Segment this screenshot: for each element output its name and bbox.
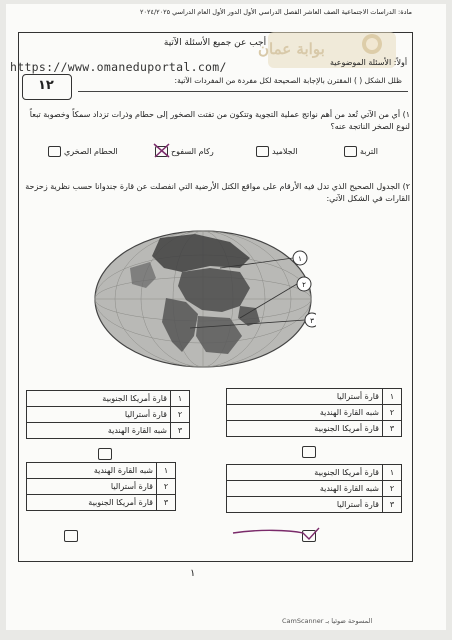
page-title: أجب عن جميع الأسئلة الآتية — [163, 38, 267, 48]
world-map-pangaea — [90, 228, 316, 370]
section-heading: أولاً: الأسئلة الموضوعية — [330, 58, 408, 67]
check-mark-icon — [229, 527, 321, 545]
table-row: ٢ قارة أستراليا — [27, 479, 176, 495]
q1-option-2-checkbox[interactable] — [256, 146, 269, 157]
page-number: ١ — [190, 568, 196, 579]
q1-option-2-label: الجلاميد — [272, 147, 298, 156]
instruction-text: ظلل الشكل ( ) المقترن بالإجابة الصحيحة لكل مفردة من المفردات الآتية: — [78, 76, 408, 92]
q1-option-3-checkbox[interactable] — [155, 146, 168, 157]
answer-table-a — [26, 390, 190, 439]
q1-option-2[interactable] — [256, 146, 298, 157]
scanner-footer: المسوحة ضوئيا بـ CamScanner — [282, 617, 373, 625]
table-a-answer-checkbox[interactable] — [98, 448, 112, 460]
table-row: ١ قارة أمريكا الجنوبية — [227, 465, 402, 481]
table-row: ٢ قارة أستراليا — [27, 407, 190, 423]
question-2-text: ٢) الجدول الصحيح الذي تدل فيه الأرقام على مواقع الكتل الأرضية التي انفصلت عن قارة جندوانا حسب نظرية زحزحة القارات في الشكل الآتي: — [25, 182, 410, 203]
q1-option-4-checkbox[interactable] — [48, 146, 61, 157]
table-row: ١ شبه القارة الهندية — [27, 463, 176, 479]
q1-option-3[interactable] — [155, 146, 214, 157]
map-marker-3: ٣ — [310, 317, 314, 325]
q1-option-1-checkbox[interactable] — [344, 146, 357, 157]
answer-table-d — [226, 464, 402, 513]
q1-option-1-label: التربة — [360, 147, 379, 156]
table-row: ١ قارة أستراليا — [227, 389, 402, 405]
table-row: ٣ شبه القارة الهندية — [27, 423, 190, 439]
table-row: ٣ قارة أمريكا الجنوبية — [27, 495, 176, 511]
q1-option-4[interactable] — [48, 146, 118, 157]
q1-option-3-label: ركام السفوح — [171, 147, 214, 156]
table-row: ٣ قارة أستراليا — [227, 497, 402, 513]
answer-table-c — [26, 462, 176, 511]
table-row: ٢ شبه القارة الهندية — [227, 481, 402, 497]
score-value: ١٢ — [38, 78, 54, 93]
cross-mark-icon — [153, 143, 171, 159]
table-row: ١ قارة أمريكا الجنوبية — [27, 391, 190, 407]
q1-option-4-label: الحطام الصخري — [64, 147, 118, 156]
map-marker-1: ١ — [298, 255, 302, 263]
table-b-answer-checkbox[interactable] — [302, 446, 316, 458]
question-1-text: ١) أي من الآتي تُعد من أهم نواتج عملية التجوية وتتكون من تفتت الصخور إلى حطام وذرات تزداد سمكاً وخصوبة تبعاً لنوع الصخر الناتجة عنه؟ — [29, 110, 410, 131]
watermark-url: https://www.omaneduportal.com/ — [10, 60, 227, 74]
q1-option-1[interactable] — [344, 146, 378, 157]
answer-table-b — [226, 388, 402, 437]
table-row: ٢ شبه القارة الهندية — [227, 405, 402, 421]
exam-header: مادة: الدراسات الاجتماعية الصف العاشر الفصل الدراسي الأول الدور الأول العام الدراسي ٢٠٢٤/٢٠٢٥ — [139, 8, 412, 16]
table-c-answer-checkbox[interactable] — [64, 530, 78, 542]
table-d-answer-checkbox[interactable] — [302, 530, 316, 542]
map-marker-2: ٢ — [302, 281, 306, 289]
logo-text: بوابة عمان — [258, 40, 325, 58]
table-row: ٣ قارة أمريكا الجنوبية — [227, 421, 402, 437]
